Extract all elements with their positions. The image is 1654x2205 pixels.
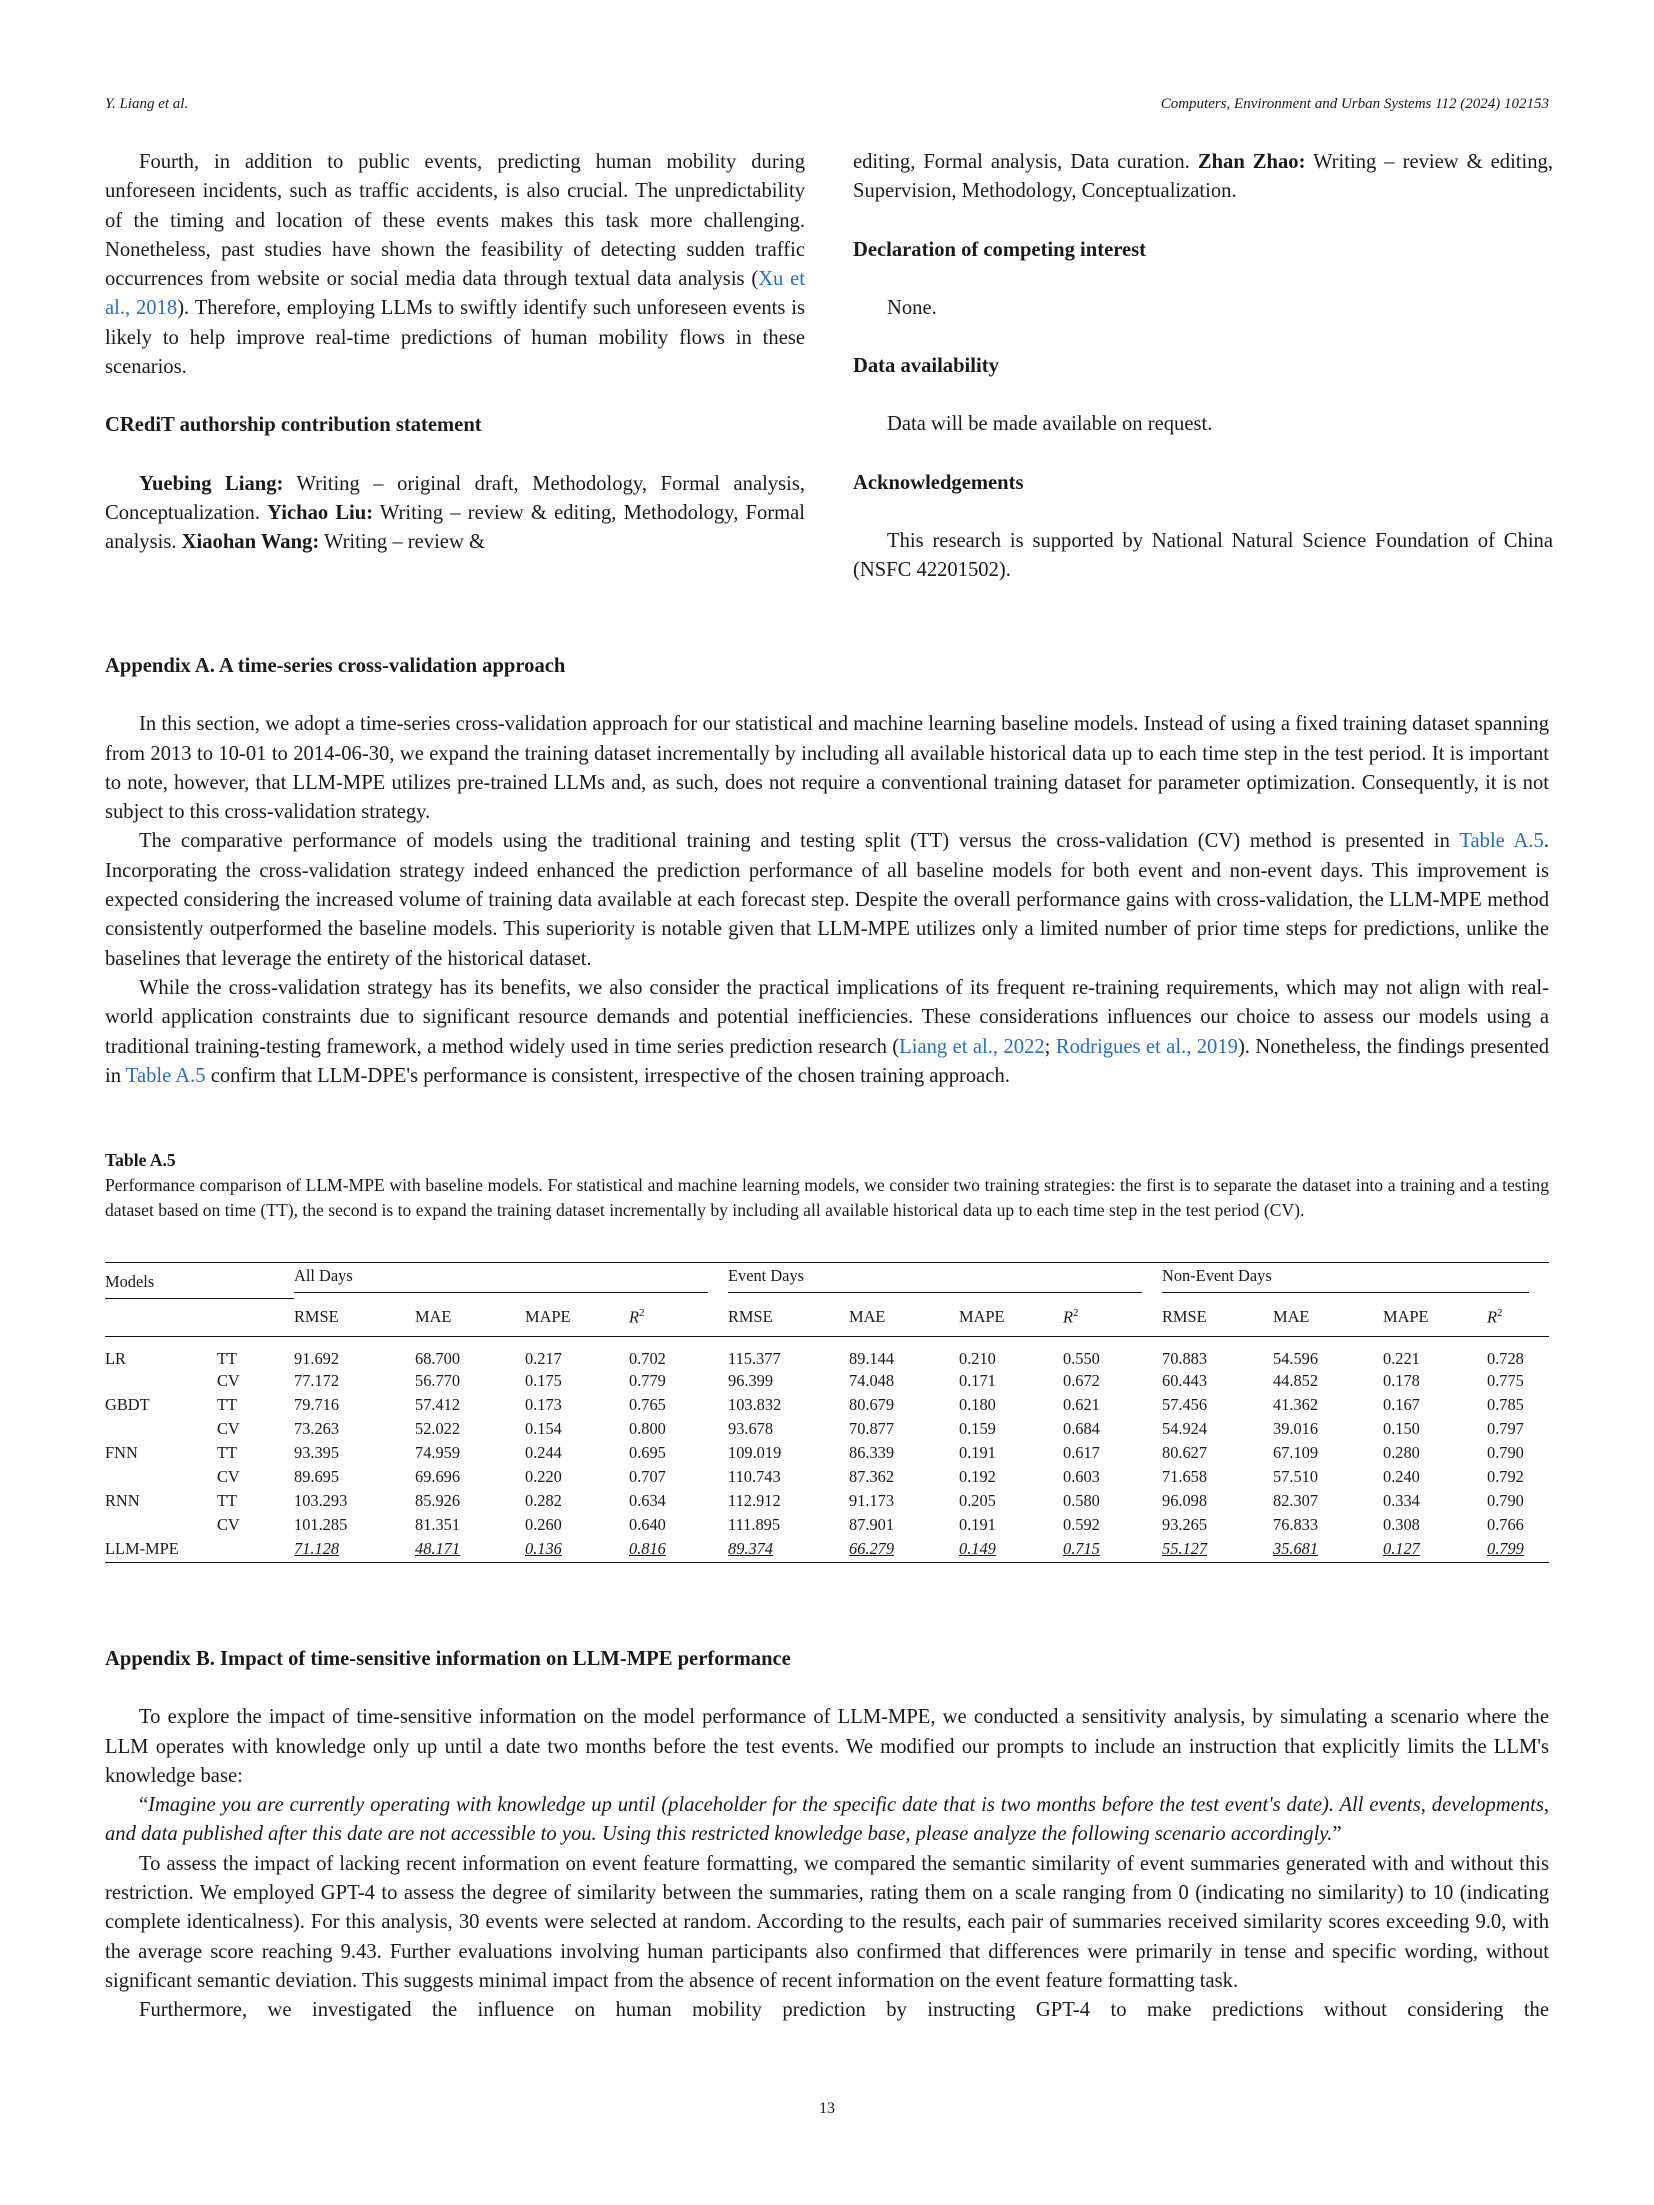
table-caption-text: Performance comparison of LLM-MPE with baseline models. For statistical and machine learning models, we consider two training strategies: the first is to separate the dataset into a training and a testing dataset based on time (TT), the second is to expand the training dataset incrementally by including all available historical data up to each time step in the test period (CV). (105, 1175, 1549, 1220)
value-cell: 77.172 (294, 1370, 340, 1390)
right-column (853, 148, 1553, 586)
model-cell: LR (105, 1348, 126, 1368)
value-cell: 0.150 (1383, 1418, 1420, 1438)
value-cell: 89.695 (294, 1466, 340, 1486)
appendix-a-paragraph-2: The comparative performance of models using the traditional training and testing split (TT) versus the cross-validation (CV) method is presented in Table A.5. Incorporating the cross-validation strategy indeed enhanced the prediction performance of all baseline models for both event and non-event days. This improvement is expected considering the increased volume of training data available at each forecast step. Despite the overall performance gains with cross-validation, the LLM-MPE method consistently outperformed the baseline models. This superiority is notable given that LLM-MPE utilizes only a limited number of prior time steps for predictions, unlike the baselines that leverage the entirety of the historical dataset. (105, 830, 1549, 970)
value-cell: 0.728 (1487, 1348, 1524, 1368)
value-cell: 0.765 (629, 1394, 666, 1414)
model-cell (105, 1513, 217, 1537)
value-cell: 52.022 (415, 1418, 461, 1438)
metric-r2: $R^2$ (1487, 1307, 1503, 1327)
strategy-cell: CV (217, 1418, 240, 1438)
value-cell: 0.240 (1383, 1466, 1420, 1486)
value-cell: 0.180 (959, 1394, 996, 1414)
table-row (105, 1513, 1549, 1537)
citation-rodrigues-2019[interactable]: Rodrigues et al., 2019 (1055, 1035, 1238, 1058)
table-row (105, 1417, 1549, 1441)
col-models: Models (105, 1263, 217, 1299)
value-cell: 80.679 (849, 1394, 895, 1414)
value-cell: 54.924 (1162, 1418, 1208, 1438)
value-cell: 80.627 (1162, 1442, 1208, 1462)
page-number: 13 (819, 2100, 835, 2117)
table-row (105, 1337, 1549, 1369)
value-cell: 93.395 (294, 1442, 340, 1462)
metric-mape: MAPE (959, 1307, 1005, 1327)
strategy-cell: TT (217, 1394, 238, 1414)
value-cell: 0.178 (1383, 1370, 1420, 1390)
value-cell: 0.191 (959, 1442, 996, 1462)
table-a5-link-2[interactable]: Table A.5 (125, 1064, 206, 1087)
value-cell: 0.779 (629, 1370, 666, 1390)
header-journal: Computers, Environment and Urban Systems 112 (2024) 102153 (1160, 96, 1549, 112)
value-cell: 0.136 (525, 1539, 562, 1559)
value-cell: 0.617 (1063, 1442, 1100, 1462)
acknowledgements-text: This research is supported by National Natural Science Foundation of China (NSFC 42201502). (853, 530, 1553, 582)
value-cell: 71.658 (1162, 1466, 1208, 1486)
appendix-b-heading: Appendix B. Impact of time-sensitive information on LLM-MPE performance (105, 1648, 791, 1670)
value-cell: 0.175 (525, 1370, 562, 1390)
appendix-a-paragraph-1: In this section, we adopt a time-series cross-validation approach for our statistical and machine learning baseline models. Instead of using a fixed training dataset spanning from 2013 to 10-01 to 2014-06-30, we expand the training dataset incrementally by including all available historical data up to each time step in the test period. It is important to note, however, that LLM-MPE utilizes pre-trained LLMs and, as such, does not require a conventional training dataset for parameter optimization. Consequently, it is not subject to this cross-validation strategy. (105, 713, 1549, 824)
value-cell: 0.167 (1383, 1394, 1420, 1414)
strategy-cell: CV (217, 1514, 240, 1534)
metric-r2: $R^2$ (1063, 1307, 1079, 1327)
metric-mape: MAPE (525, 1307, 571, 1327)
value-cell: 0.621 (1063, 1394, 1100, 1414)
value-cell: 44.852 (1273, 1370, 1319, 1390)
header-authors: Y. Liang et al. (105, 96, 189, 112)
value-cell: 110.743 (728, 1466, 781, 1486)
strategy-cell (217, 1537, 294, 1563)
model-cell: GBDT (105, 1394, 150, 1414)
value-cell: 0.244 (525, 1442, 562, 1462)
metric-header-row (105, 1299, 1549, 1337)
metric-rmse: RMSE (728, 1307, 773, 1327)
credit-heading: CRediT authorship contribution statement (105, 414, 482, 437)
metric-mae: MAE (415, 1307, 452, 1327)
value-cell: 0.766 (1487, 1514, 1524, 1534)
value-cell: 55.127 (1162, 1539, 1208, 1559)
value-cell: 111.895 (728, 1514, 781, 1534)
strategy-cell: CV (217, 1370, 240, 1390)
appendix-a-paragraph-3: While the cross-validation strategy has its benefits, we also consider the practical implications of its frequent re-training requirements, which may not align with real-world application constraints due to significant resource demands and potential inefficiencies. These considerations influences our choice to assess our models using a traditional training-testing framework, a method widely used in time series prediction research (Liang et al., 2022; Rodrigues et al., 2019). Nonetheless, the findings presented in Table A.5 confirm that LLM-DPE's performance is consistent, irrespective of the chosen training approach. (105, 976, 1550, 1087)
value-cell: 93.678 (728, 1418, 774, 1438)
value-cell: 0.799 (1487, 1539, 1524, 1559)
value-cell: 0.640 (629, 1514, 666, 1534)
value-cell: 87.901 (849, 1514, 895, 1534)
value-cell: 57.412 (415, 1394, 461, 1414)
table-row (105, 1393, 1549, 1417)
table-caption (105, 1148, 1549, 1223)
value-cell: 109.019 (728, 1442, 782, 1462)
value-cell: 112.912 (728, 1490, 781, 1510)
value-cell: 0.792 (1487, 1466, 1524, 1486)
model-cell: FNN (105, 1442, 138, 1462)
metric-r2: $R^2$ (629, 1307, 645, 1327)
table-row (105, 1369, 1549, 1393)
value-cell: 85.926 (415, 1490, 461, 1510)
value-cell: 0.192 (959, 1466, 996, 1486)
value-cell: 0.603 (1063, 1466, 1100, 1486)
value-cell: 35.681 (1273, 1539, 1319, 1559)
value-cell: 0.282 (525, 1490, 562, 1510)
value-cell: 57.456 (1162, 1394, 1208, 1414)
value-cell: 0.127 (1383, 1539, 1420, 1559)
data-availability-text: Data will be made available on request. (887, 413, 1213, 436)
value-cell: 60.443 (1162, 1370, 1208, 1390)
value-cell: 0.580 (1063, 1490, 1100, 1510)
value-cell: 0.775 (1487, 1370, 1524, 1390)
competing-interest-text: None. (887, 296, 937, 319)
value-cell: 82.307 (1273, 1490, 1319, 1510)
value-cell: 54.596 (1273, 1348, 1319, 1368)
value-cell: 0.550 (1063, 1348, 1100, 1368)
value-cell: 74.959 (415, 1442, 461, 1462)
strategy-cell: TT (217, 1442, 238, 1462)
appendix-b-paragraph-2: To assess the impact of lacking recent information on event feature formatting, we compared the semantic similarity of event summaries generated with and without this restriction. We employed GPT-4 to assess the degree of similarity between the summaries, rating them on a scale ranging from 0 (indicating no similarity) to 10 (indicating complete identicalness). For this analysis, 30 events were selected at random. According to the results, each pair of summaries received similarity scores exceeding 9.0, with the average score reaching 9.43. Further evaluations involving human participants also confirmed that differences were primarily in tense and specific wording, without significant semantic deviation. This suggests minimal impact from the absence of recent information on the event feature formatting task. (105, 1852, 1549, 1992)
value-cell: 0.308 (1383, 1514, 1420, 1534)
value-cell: 0.217 (525, 1348, 562, 1368)
acknowledgements-heading: Acknowledgements (853, 471, 1024, 494)
value-cell: 76.833 (1273, 1514, 1319, 1534)
strategy-cell: TT (217, 1490, 238, 1510)
metric-rmse: RMSE (1162, 1307, 1207, 1327)
strategy-cell: TT (217, 1348, 238, 1368)
value-cell: 0.220 (525, 1466, 562, 1486)
strategy-cell: CV (217, 1466, 240, 1486)
value-cell: 0.797 (1487, 1418, 1524, 1438)
value-cell: 0.695 (629, 1442, 666, 1462)
value-cell: 0.159 (959, 1418, 996, 1438)
value-cell: 0.790 (1487, 1442, 1524, 1462)
value-cell: 103.293 (294, 1490, 348, 1510)
model-cell (105, 1417, 217, 1441)
value-cell: 0.790 (1487, 1490, 1524, 1510)
model-cell: LLM-MPE (105, 1539, 179, 1559)
table-row (105, 1441, 1549, 1465)
metric-mape: MAPE (1383, 1307, 1429, 1327)
table-row (105, 1465, 1549, 1489)
value-cell: 67.109 (1273, 1442, 1319, 1462)
value-cell: 68.700 (415, 1348, 461, 1368)
table-body (105, 1337, 1549, 1563)
data-availability-heading: Data availability (853, 355, 999, 378)
credit-statement: Yuebing Liang: Writing – original draft, Methodology, Formal analysis, Conceptualization. Yichao Liu: Writing – review & editing, Methodology, Formal analysis. Xiaohan Wang: Writing – review & (105, 472, 806, 554)
value-cell: 69.696 (415, 1466, 461, 1486)
value-cell: 73.263 (294, 1418, 340, 1438)
metric-mae: MAE (849, 1307, 886, 1327)
group-event-days: Event Days (728, 1263, 1162, 1299)
value-cell: 0.785 (1487, 1394, 1524, 1414)
value-cell: 0.634 (629, 1490, 666, 1510)
value-cell: 71.128 (294, 1539, 340, 1559)
value-cell: 74.048 (849, 1370, 895, 1390)
value-cell: 41.362 (1273, 1394, 1319, 1414)
value-cell: 91.173 (849, 1490, 895, 1510)
value-cell: 0.173 (525, 1394, 562, 1414)
value-cell: 0.154 (525, 1418, 562, 1438)
value-cell: 0.592 (1063, 1514, 1100, 1534)
paragraph-unforeseen-incidents: Fourth, in addition to public events, predicting human mobility during unforeseen incidents, such as traffic accidents, is also crucial. The unpredictability of the timing and location of these events makes this task more challenging. Nonetheless, past studies have shown the feasibility of detecting sudden traffic occurrences from website or social media data through textual data analysis (Xu et al., 2018). Therefore, employing LLMs to swiftly identify such unforeseen events is likely to help improve real-time predictions of human mobility flows in these scenarios. (105, 151, 805, 379)
prompt-quote: “Imagine you are currently operating with knowledge up until (placeholder for the specific date that is two months before the test event's date). All events, developments, and data published after this date are not accessible to you. Using this restricted knowledge base, please analyze the following scenario accordingly.” (105, 1794, 1549, 1846)
table-a5-link[interactable]: Table A.5 (1459, 830, 1544, 853)
metric-mae: MAE (1273, 1307, 1310, 1327)
value-cell: 0.260 (525, 1514, 562, 1534)
value-cell: 0.221 (1383, 1348, 1420, 1368)
value-cell: 0.334 (1383, 1490, 1420, 1510)
model-cell: RNN (105, 1490, 140, 1510)
value-cell: 0.800 (629, 1418, 666, 1438)
value-cell: 93.265 (1162, 1514, 1208, 1534)
value-cell: 0.672 (1063, 1370, 1100, 1390)
value-cell: 89.144 (849, 1348, 895, 1368)
metric-rmse: RMSE (294, 1307, 339, 1327)
value-cell: 0.702 (629, 1348, 666, 1368)
value-cell: 0.210 (959, 1348, 996, 1368)
group-non-event-days: Non-Event Days (1162, 1263, 1549, 1299)
table-row (105, 1537, 1549, 1563)
table-label: Table A.5 (105, 1150, 176, 1170)
value-cell: 96.098 (1162, 1490, 1208, 1510)
appendix-a-heading: Appendix A. A time-series cross-validation approach (105, 655, 566, 677)
value-cell: 70.883 (1162, 1348, 1208, 1368)
value-cell: 101.285 (294, 1514, 348, 1534)
value-cell: 56.770 (415, 1370, 461, 1390)
value-cell: 96.399 (728, 1370, 774, 1390)
value-cell: 86.339 (849, 1442, 895, 1462)
value-cell: 0.816 (629, 1539, 666, 1559)
value-cell: 0.684 (1063, 1418, 1100, 1438)
competing-interest-heading: Declaration of competing interest (853, 238, 1147, 261)
citation-xu-2018[interactable]: Xu et al., 2018 (105, 268, 805, 320)
value-cell: 48.171 (415, 1539, 461, 1559)
value-cell: 87.362 (849, 1466, 895, 1486)
value-cell: 0.707 (629, 1466, 666, 1486)
citation-liang-2022[interactable]: Liang et al., 2022 (899, 1035, 1045, 1058)
appendix-b (105, 1645, 1549, 2026)
value-cell: 0.715 (1063, 1539, 1100, 1559)
value-cell: 66.279 (849, 1539, 895, 1559)
value-cell: 0.280 (1383, 1442, 1420, 1462)
performance-table (105, 1262, 1549, 1563)
appendix-b-paragraph-1: To explore the impact of time-sensitive information on the model performance of LLM-MPE, we conducted a sensitivity analysis, by simulating a scenario where the LLM operates with knowledge only up until a date two months before the test events. We modified our prompts to include an instruction that explicitly limits the LLM's knowledge base: (105, 1706, 1549, 1787)
appendix-b-paragraph-3: Furthermore, we investigated the influence on human mobility prediction by instructing GPT-4 to make predictions without considering the (139, 1999, 1549, 2022)
value-cell: 0.191 (959, 1514, 996, 1534)
value-cell: 70.877 (849, 1418, 895, 1438)
value-cell: 89.374 (728, 1539, 774, 1559)
value-cell: 0.171 (959, 1370, 996, 1390)
value-cell: 115.377 (728, 1348, 781, 1368)
value-cell: 0.149 (959, 1539, 996, 1559)
value-cell: 91.692 (294, 1348, 340, 1368)
table-row (105, 1489, 1549, 1513)
group-all-days: All Days (294, 1263, 728, 1299)
value-cell: 103.832 (728, 1394, 782, 1414)
left-column (105, 148, 805, 558)
appendix-a (105, 652, 1549, 1091)
value-cell: 79.716 (294, 1394, 340, 1414)
value-cell: 81.351 (415, 1514, 461, 1534)
value-cell: 0.205 (959, 1490, 996, 1510)
model-cell (105, 1369, 217, 1393)
value-cell: 57.510 (1273, 1466, 1319, 1486)
credit-continued: editing, Formal analysis, Data curation. Zhan Zhao: Writing – review & editing, Supervision, Methodology, Conceptualization. (853, 151, 1553, 203)
model-cell (105, 1465, 217, 1489)
value-cell: 39.016 (1273, 1418, 1319, 1438)
